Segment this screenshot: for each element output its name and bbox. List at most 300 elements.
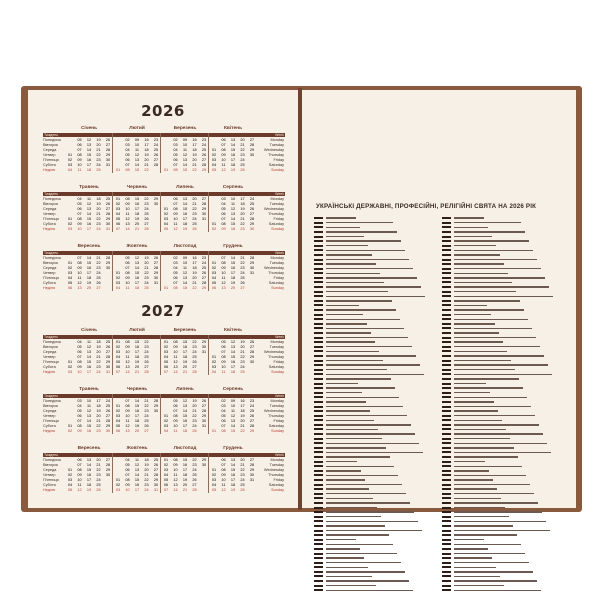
calendar-day: 11 <box>77 483 82 487</box>
calendar-day: 16 <box>86 266 92 270</box>
calendar-day: 10 <box>173 424 178 428</box>
calendar-day: 25 <box>201 266 207 270</box>
week-number-band <box>161 251 208 255</box>
weekday-label: Середа <box>43 207 57 211</box>
calendar-day: 01 <box>115 197 121 201</box>
weekday-label-en: Friday <box>273 217 284 221</box>
calendar-day: 04 <box>67 168 73 172</box>
calendar-day: 21 <box>240 256 245 260</box>
month-name: Лютий <box>129 328 145 333</box>
weekday-label-en: Monday <box>270 458 284 462</box>
calendar-day: 28 <box>249 424 255 428</box>
calendar-day: 18 <box>240 409 245 413</box>
calendar-day: 20 <box>96 143 101 147</box>
calendar-day: 16 <box>86 158 92 162</box>
calendar-day: 28 <box>201 202 207 206</box>
weekday-label-en: Tuesday <box>269 202 284 206</box>
calendar-day: 29 <box>249 429 255 433</box>
weekday-label: Понеділок <box>43 197 62 201</box>
calendar-day: 01 <box>115 168 121 172</box>
calendar-day: 26 <box>105 138 111 142</box>
calendar-day: 16 <box>86 429 92 433</box>
weekday-label: Вівторок <box>43 463 59 467</box>
calendar-day: 08 <box>125 197 130 201</box>
calendar-day: 03 <box>115 350 121 354</box>
holiday-entry <box>314 588 432 593</box>
calendar-day: 05 <box>125 463 130 467</box>
calendar-day: 02 <box>115 345 121 349</box>
calendar-day: 25 <box>144 355 149 359</box>
calendar-day: 14 <box>182 409 188 413</box>
calendar-day: 05 <box>77 345 82 349</box>
calendar-day: 14 <box>86 355 92 359</box>
week-label: Тиждень <box>43 453 66 457</box>
calendar-day: 15 <box>134 168 140 172</box>
calendar-day: 26 <box>153 256 159 260</box>
calendar-day: 26 <box>249 207 255 211</box>
calendar-day: 25 <box>201 148 207 152</box>
calendar-day: 26 <box>144 424 149 428</box>
calendar-day: 25 <box>153 148 159 152</box>
month-row <box>43 185 285 232</box>
calendar-day: 11 <box>221 370 226 374</box>
calendar-day: 14 <box>230 143 236 147</box>
month-name: Травень <box>79 185 99 190</box>
calendar-day: 17 <box>134 414 140 418</box>
calendar-day: 18 <box>182 355 188 359</box>
calendar-day: 04 <box>173 266 178 270</box>
calendar-day: 05 <box>221 340 226 344</box>
calendar-day: 09 <box>173 419 178 423</box>
calendar-day: 12 <box>125 360 130 364</box>
calendar-day: 17 <box>86 271 92 275</box>
calendar-day: 08 <box>221 148 226 152</box>
calendar-day: 29 <box>201 168 207 172</box>
weekday-label: Вівторок <box>43 345 59 349</box>
calendar-day: 23 <box>240 227 245 231</box>
calendar-day: 02 <box>173 256 178 260</box>
calendar-day: 15 <box>86 360 92 364</box>
calendar-day: 06 <box>77 350 82 354</box>
calendar-day: 23 <box>144 345 149 349</box>
calendar-day: 15 <box>86 261 92 265</box>
calendar-day: 12 <box>221 168 226 172</box>
weekday-label: Понеділок <box>43 458 62 462</box>
calendar-day: 13 <box>230 212 236 216</box>
calendar-day: 13 <box>230 345 236 349</box>
week-number-band <box>65 251 112 255</box>
calendar-day: 15 <box>182 340 188 344</box>
calendar-day: 26 <box>192 360 197 364</box>
calendar-day: 06 <box>115 429 121 433</box>
calendar-day: 11 <box>125 212 130 216</box>
calendar-day: 09 <box>173 212 178 216</box>
calendar-day: 21 <box>240 217 245 221</box>
calendar-day: 10 <box>77 271 82 275</box>
week-number-band <box>161 192 208 196</box>
calendar-day: 10 <box>77 370 82 374</box>
calendar-day: 04 <box>211 276 217 280</box>
calendar-day: 27 <box>192 483 197 487</box>
calendar-day: 21 <box>182 488 188 492</box>
calendar-day: 21 <box>240 424 245 428</box>
calendar-day: 27 <box>153 468 159 472</box>
calendar-day: 26 <box>153 153 159 157</box>
calendar-day: 08 <box>221 468 226 472</box>
holiday-entry <box>442 588 560 593</box>
calendar-day: 14 <box>86 256 92 260</box>
calendar-day: 13 <box>230 419 236 423</box>
calendar-day: 31 <box>201 424 207 428</box>
calendar-day: 03 <box>211 271 217 275</box>
calendar-day: 17 <box>182 468 188 472</box>
calendar-day: 17 <box>192 143 197 147</box>
calendar-day: 21 <box>240 463 245 467</box>
calendar-day: 28 <box>105 212 111 216</box>
calendar-day: 22 <box>96 360 101 364</box>
calendar-day: 29 <box>153 478 159 482</box>
calendar-day: 11 <box>173 473 178 477</box>
weekday-label: П'ятниця <box>43 478 59 482</box>
calendar-day: 14 <box>125 227 130 231</box>
calendar-day: 30 <box>105 266 111 270</box>
calendar-day: 03 <box>115 414 121 418</box>
calendar-day: 03 <box>67 370 73 374</box>
calendar-day: 20 <box>134 429 140 433</box>
calendar-day: 16 <box>86 222 92 226</box>
calendar-day: 11 <box>231 202 235 206</box>
calendar-day: 01 <box>211 222 217 226</box>
calendar-day: 12 <box>86 409 92 413</box>
calendar-day: 26 <box>144 360 149 364</box>
calendar-day: 07 <box>221 424 226 428</box>
month-name: Грудень <box>223 446 243 451</box>
calendar-day: 14 <box>173 488 178 492</box>
calendar-day: 23 <box>201 138 207 142</box>
calendar-day: 14 <box>230 350 236 354</box>
holidays-page <box>302 90 576 508</box>
calendar-day: 16 <box>182 463 188 467</box>
calendar-day: 25 <box>192 429 197 433</box>
week-number-band <box>209 335 256 339</box>
calendar-day: 30 <box>153 202 159 206</box>
calendar-day: 05 <box>115 424 121 428</box>
calendar-day: 08 <box>125 168 130 172</box>
calendar-day: 27 <box>144 365 149 369</box>
calendar-day: 02 <box>221 399 226 403</box>
calendar-day: 23 <box>96 222 101 226</box>
calendar-day: 18 <box>144 458 149 462</box>
calendar-day: 07 <box>115 370 121 374</box>
weekday-label-en: Tuesday <box>269 345 284 349</box>
calendar-day: 11 <box>231 409 235 413</box>
calendar-day: 17 <box>96 399 101 403</box>
calendar-day: 18 <box>96 340 101 344</box>
calendar-day: 19 <box>240 340 245 344</box>
calendar-day: 22 <box>144 271 149 275</box>
year-2026-title: 2026 <box>141 102 185 120</box>
weekday-label: Вівторок <box>43 261 59 265</box>
calendar-day: 05 <box>67 488 73 492</box>
calendar-day: 25 <box>105 197 111 201</box>
calendar-day: 06 <box>125 468 130 472</box>
calendar-day: 14 <box>86 419 92 423</box>
calendar-day: 19 <box>230 168 236 172</box>
calendar-day: 07 <box>221 463 226 467</box>
weekday-label: Неділя <box>43 370 56 374</box>
week-number-band <box>65 453 112 457</box>
calendar-day: 13 <box>125 222 130 226</box>
calendar-day: 04 <box>163 222 169 226</box>
calendar-day: 28 <box>153 266 159 270</box>
calendar-day: 16 <box>182 345 188 349</box>
calendar-day: 20 <box>230 286 236 290</box>
calendar-day: 13 <box>125 429 130 433</box>
calendar-day: 29 <box>105 424 111 428</box>
calendar-day: 23 <box>240 473 245 477</box>
calendar-day: 09 <box>77 266 82 270</box>
calendar-day: 18 <box>144 148 149 152</box>
calendar-day: 22 <box>192 414 197 418</box>
calendar-day: 28 <box>105 419 111 423</box>
weekday-label: Четвер <box>43 271 56 275</box>
calendar-day: 19 <box>96 138 101 142</box>
weekday-label-en: Sunday <box>271 488 284 492</box>
calendar-day: 26 <box>201 399 207 403</box>
calendar-day: 06 <box>221 212 226 216</box>
calendar-day: 18 <box>134 212 140 216</box>
calendar-day: 17 <box>182 217 188 221</box>
calendar-day: 09 <box>221 360 226 364</box>
calendar-day: 15 <box>134 197 140 201</box>
calendar-day: 19 <box>144 256 149 260</box>
calendar-day: 01 <box>163 458 169 462</box>
calendar-day: 17 <box>230 365 236 369</box>
calendar-day: 28 <box>192 370 197 374</box>
calendar-day: 17 <box>230 478 236 482</box>
calendar-day: 18 <box>134 286 140 290</box>
calendar-day: 19 <box>134 217 140 221</box>
calendar-day: 08 <box>173 286 178 290</box>
calendar-day: 06 <box>77 414 82 418</box>
calendar-day: 23 <box>96 158 101 162</box>
calendar-day: 07 <box>125 163 130 167</box>
weekday-label-en: Thursday <box>268 212 284 216</box>
calendar-day: 16 <box>86 473 92 477</box>
calendar-day: 19 <box>192 271 197 275</box>
calendar-day: 24 <box>249 197 255 201</box>
calendar-day: 22 <box>240 261 245 265</box>
calendar-day: 18 <box>86 168 92 172</box>
weekday-label: Вівторок <box>43 202 59 206</box>
calendar-day: 21 <box>96 212 101 216</box>
calendar-day: 06 <box>77 458 82 462</box>
calendar-day: 28 <box>144 227 149 231</box>
calendar-day: 27 <box>105 458 111 462</box>
calendar-day: 30 <box>105 158 111 162</box>
weekday-label-en: Sunday <box>271 168 284 172</box>
calendar-day: 22 <box>96 468 101 472</box>
weekday-label: Четвер <box>43 153 56 157</box>
calendar-day: 07 <box>77 355 82 359</box>
calendar-day: 23 <box>192 345 197 349</box>
calendar-day: 04 <box>67 276 73 280</box>
calendar-day: 30 <box>249 266 255 270</box>
calendar-day: 02 <box>211 153 217 157</box>
calendar-day: 23 <box>144 483 149 487</box>
month-row <box>43 446 285 493</box>
calendar-day: 23 <box>96 266 101 270</box>
calendar-day: 09 <box>77 222 82 226</box>
calendar-day: 21 <box>192 163 197 167</box>
week-number-band <box>113 192 160 196</box>
calendar-day: 05 <box>211 168 217 172</box>
calendar-day: 05 <box>77 138 82 142</box>
calendar-day: 01 <box>67 217 73 221</box>
calendar-day: 30 <box>105 222 111 226</box>
calendar-day: 25 <box>192 473 197 477</box>
calendar-day: 14 <box>182 281 188 285</box>
calendar-day: 05 <box>163 227 169 231</box>
calendar-day: 12 <box>77 488 82 492</box>
calendar-day: 08 <box>77 424 82 428</box>
week-number-band <box>161 133 208 137</box>
calendar-day: 27 <box>144 222 149 226</box>
calendar-day: 24 <box>96 271 101 275</box>
calendar-day: 22 <box>240 222 245 226</box>
calendar-day: 05 <box>173 271 178 275</box>
calendar-day: 02 <box>163 463 169 467</box>
calendar-day: 25 <box>240 483 245 487</box>
calendar-day: 02 <box>67 222 73 226</box>
calendar-day: 27 <box>240 286 245 290</box>
calendar-day: 04 <box>173 148 178 152</box>
week-number-band <box>65 394 112 398</box>
calendar-day: 01 <box>115 271 121 275</box>
calendar-day: 30 <box>105 429 111 433</box>
calendar-day: 21 <box>182 370 188 374</box>
calendar-day: 11 <box>87 340 91 344</box>
calendar-day: 27 <box>105 350 111 354</box>
calendar-day: 09 <box>221 266 226 270</box>
calendar-day: 07 <box>221 143 226 147</box>
month-row <box>43 328 285 375</box>
calendar-day: 09 <box>173 345 178 349</box>
calendar-day: 06 <box>115 365 121 369</box>
calendar-day: 10 <box>182 143 188 147</box>
calendar-day: 05 <box>77 409 82 413</box>
calendar-day: 29 <box>105 153 111 157</box>
weekday-label-en: Wednesday <box>264 409 284 413</box>
week-number-band <box>65 335 112 339</box>
calendar-day: 28 <box>249 463 255 467</box>
calendar-day: 03 <box>173 143 178 147</box>
calendar-day: 23 <box>192 419 197 423</box>
calendar-day: 22 <box>192 286 197 290</box>
calendar-day: 25 <box>249 202 255 206</box>
calendar-day: 06 <box>125 158 130 162</box>
calendar-day: 26 <box>144 217 149 221</box>
month-row <box>43 126 285 173</box>
weekday-label: Четвер <box>43 355 56 359</box>
week-number-band <box>113 453 160 457</box>
calendar-day: 31 <box>201 350 207 354</box>
calendar-day: 29 <box>105 468 111 472</box>
calendar-day: 08 <box>221 222 226 226</box>
calendar-day: 09 <box>125 202 130 206</box>
calendar-day: 25 <box>96 483 101 487</box>
calendar-day: 16 <box>134 345 140 349</box>
calendar-day: 28 <box>153 163 159 167</box>
calendar-day: 20 <box>96 207 101 211</box>
calendar-day: 16 <box>86 365 92 369</box>
weekday-label-en: Sunday <box>271 286 284 290</box>
calendar-day: 06 <box>173 197 178 201</box>
calendar-day: 03 <box>115 488 121 492</box>
weekday-label-en: Thursday <box>268 414 284 418</box>
calendar-day: 17 <box>182 424 188 428</box>
calendar-day: 22 <box>240 468 245 472</box>
weekday-label-en: Sunday <box>271 227 284 231</box>
weekday-label: Вівторок <box>43 404 59 408</box>
calendar-day: 30 <box>201 419 207 423</box>
calendar-day: 14 <box>134 473 140 477</box>
calendar-day: 14 <box>125 370 130 374</box>
calendar-day: 14 <box>182 202 188 206</box>
calendar-day: 12 <box>134 153 140 157</box>
calendar-day: 09 <box>77 158 82 162</box>
calendar-day: 03 <box>211 365 217 369</box>
calendar-day: 28 <box>201 409 207 413</box>
calendar-day: 02 <box>67 158 73 162</box>
calendar-day: 10 <box>173 468 178 472</box>
calendar-day: 09 <box>125 409 130 413</box>
calendar-day: 15 <box>230 355 236 359</box>
calendar-day: 17 <box>134 350 140 354</box>
weekday-label-en: Monday <box>270 399 284 403</box>
calendar-day: 13 <box>134 261 140 265</box>
calendar-day: 03 <box>115 207 121 211</box>
calendar-day: 31 <box>201 217 207 221</box>
calendar-day: 01 <box>67 468 73 472</box>
weekday-label: Середа <box>43 409 57 413</box>
weekday-label: Середа <box>43 350 57 354</box>
calendar-day: 24 <box>192 424 197 428</box>
calendar-day: 09 <box>77 473 82 477</box>
calendar-day: 26 <box>105 202 111 206</box>
calendar-day: 11 <box>125 286 130 290</box>
calendar-day: 04 <box>67 483 73 487</box>
calendar-day: 13 <box>134 468 140 472</box>
weekday-label-en: Saturday <box>268 483 284 487</box>
month-name: Січень <box>80 126 98 131</box>
calendar-day: 17 <box>144 143 149 147</box>
calendar-day: 19 <box>96 345 101 349</box>
calendar-day: 20 <box>96 350 101 354</box>
month-name: Листопад <box>173 446 197 451</box>
calendar-day: 08 <box>173 340 178 344</box>
calendar-day: 13 <box>182 158 188 162</box>
weekday-label: Неділя <box>43 168 56 172</box>
calendar-day: 25 <box>153 458 159 462</box>
calendar-day: 24 <box>144 207 149 211</box>
calendar-day: 17 <box>86 370 92 374</box>
calendar-day: 19 <box>182 360 188 364</box>
calendar-day: 28 <box>105 256 111 260</box>
calendar-day: 10 <box>221 158 226 162</box>
calendar-day: 06 <box>173 404 178 408</box>
calendar-day: 30 <box>153 276 159 280</box>
